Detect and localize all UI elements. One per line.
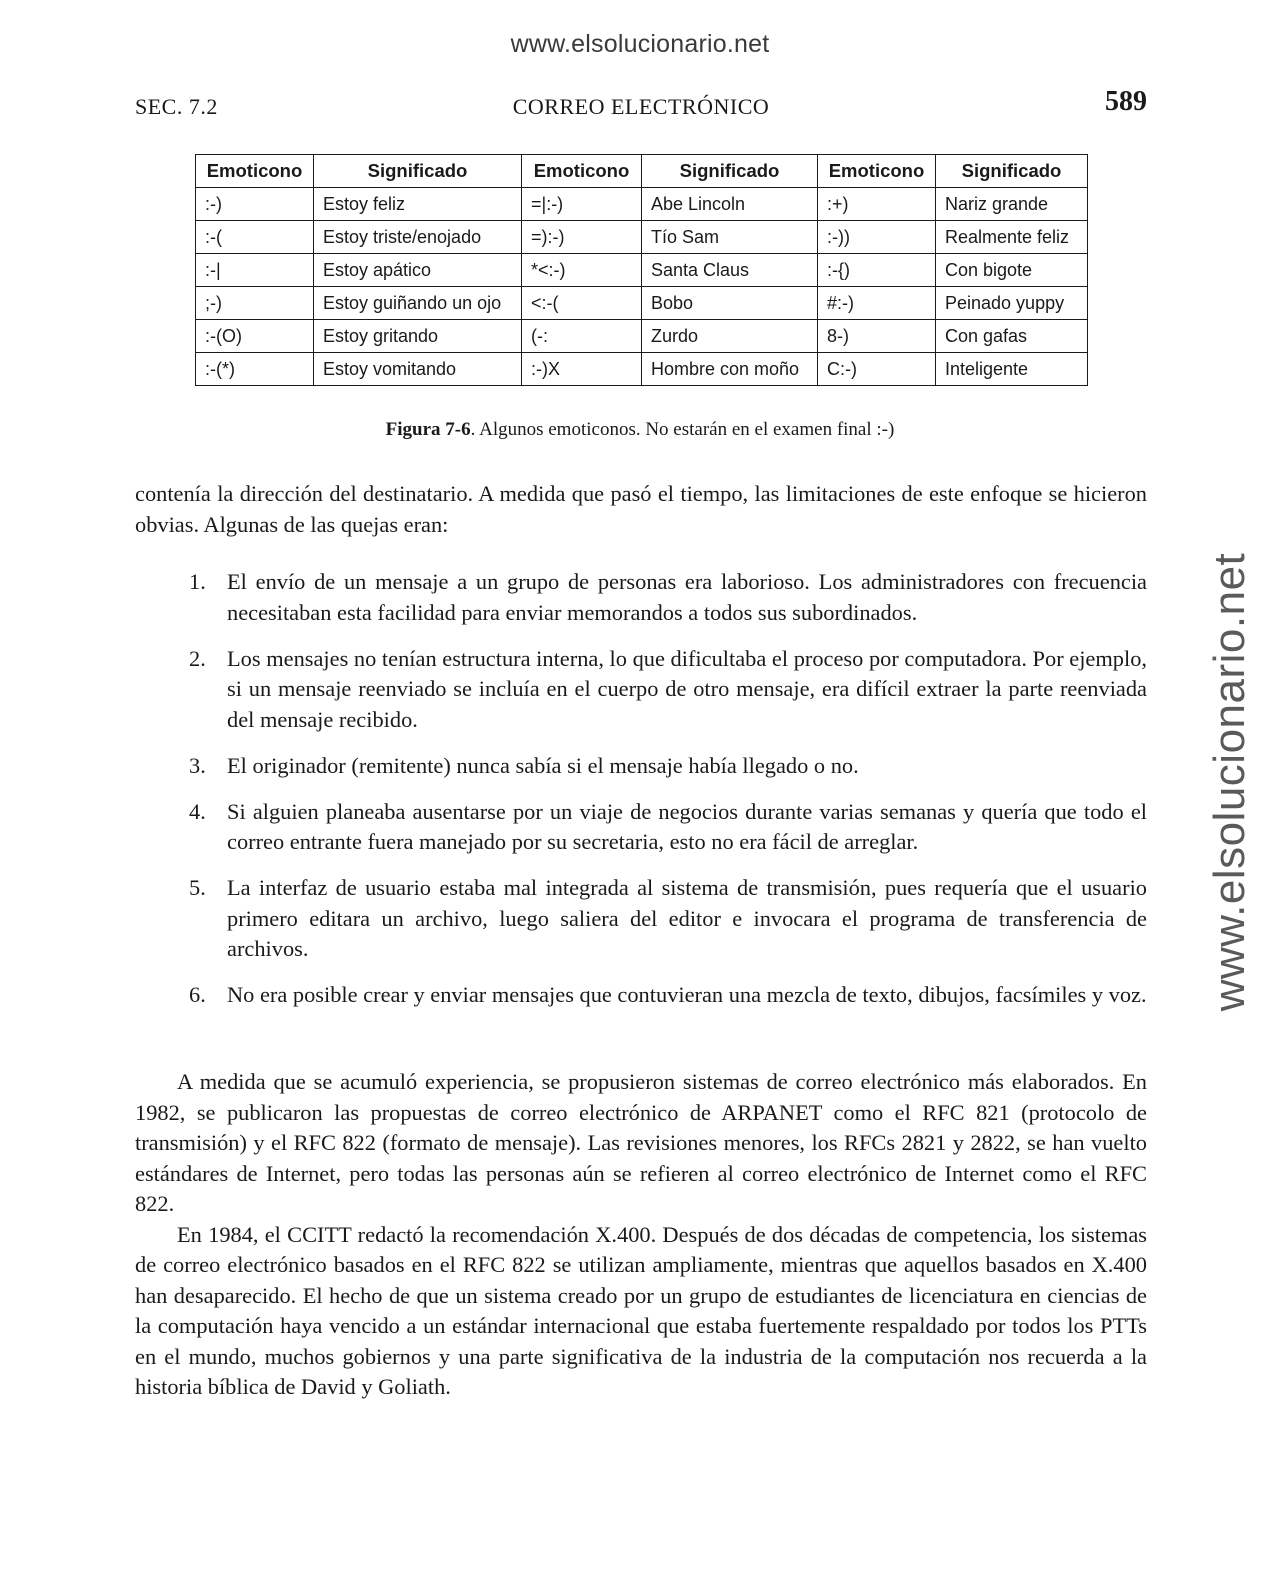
list-number: 4. bbox=[189, 798, 206, 824]
emoticon-table bbox=[195, 154, 1088, 386]
table-cell: C:-) bbox=[818, 353, 936, 386]
table-cell: :-(*) bbox=[196, 353, 314, 386]
table-cell: Realmente feliz bbox=[936, 221, 1088, 254]
complaints-list bbox=[135, 567, 1147, 1026]
paragraph: En 1984, el CCITT redactó la recomendación X.400. Después de dos décadas de competencia, los sistemas de correo electrónico basados en el RFC 822 se utilizan ampliamente, mientras que aquellos basados en X.400 han desaparecido. El hecho de que un sistema creado por un grupo de estudiantes de licenciatura en ciencias de la computación haya vencido a un estándar internacional que estaba fuertemente respaldado por todos los PTTs en el mundo, muchos gobiernos y una parte significativa de la industria de la computación nos recuerda a la historia bíblica de David y Goliath. bbox=[135, 1221, 1147, 1399]
list-item-text: El envío de un mensaje a un grupo de personas era laborioso. Los administradores con frecuencia necesitaban esta facilidad para enviar memorandos a todos sus subordinados. bbox=[227, 569, 1147, 625]
list-item bbox=[135, 980, 1147, 1011]
table-row bbox=[196, 287, 1088, 320]
closing-paragraphs bbox=[135, 1067, 1147, 1403]
list-number: 1. bbox=[189, 569, 206, 594]
table-cell: :-{) bbox=[818, 254, 936, 287]
table-cell: Hombre con moño bbox=[642, 353, 818, 386]
table-cell: Zurdo bbox=[642, 320, 818, 353]
list-item bbox=[135, 567, 1147, 628]
table-cell: Estoy guiñando un ojo bbox=[314, 287, 522, 320]
page-number: 589 bbox=[1105, 86, 1147, 117]
intro-paragraph bbox=[135, 479, 1147, 540]
list-item-text: La interfaz de usuario estaba mal integrada al sistema de transmisión, pues requería que el usuario primero editara un archivo, luego saliera del editor e invocara el programa de transferencia de archivos. bbox=[227, 875, 1147, 961]
list-item bbox=[135, 797, 1147, 858]
figure-caption bbox=[0, 419, 1280, 441]
table-cell: Estoy feliz bbox=[314, 188, 522, 221]
list-item bbox=[135, 751, 1147, 782]
list-item bbox=[135, 644, 1147, 736]
table-cell: Inteligente bbox=[936, 353, 1088, 386]
table-cell: Peinado yuppy bbox=[936, 287, 1088, 320]
list-item-text: Si alguien planeaba ausentarse por un viaje de negocios durante varias semanas y quería que todo el correo entrante fuera manejado por su secretaria, esto no era fácil de arreglar. bbox=[227, 798, 1147, 854]
list-number: 2. bbox=[189, 645, 206, 671]
column-header: Significado bbox=[936, 155, 1088, 188]
table-cell: (-: bbox=[522, 320, 642, 353]
table-cell: Estoy triste/enojado bbox=[314, 221, 522, 254]
figure-caption-text: . Algunos emoticonos. No estarán en el examen final :-) bbox=[470, 419, 895, 440]
table-cell: Con gafas bbox=[936, 320, 1088, 353]
list-item-text: Los mensajes no tenían estructura interna, lo que dificultaba el proceso por computadora. Por ejemplo, si un mensaje reenviado se incluía en el cuerpo de otro mensaje, era difícil extraer la parte reenviada del mensaje recibido. bbox=[227, 645, 1147, 732]
table-cell: #:-) bbox=[818, 287, 936, 320]
paragraph: A medida que se acumuló experiencia, se propusieron sistemas de correo electrónico más elaborados. En 1982, se publicaron las propuestas de correo electrónico de ARPANET como el RFC 821 (protocolo de transmisión) y el RFC 822 (formato de mensaje). Las revisiones menores, los RFCs 2821 y 2822, se han vuelto estándares de Internet, pero todas las personas aún se refieren al correo electrónico de Internet como el RFC 822. bbox=[135, 1069, 1147, 1216]
table-cell: =):-) bbox=[522, 221, 642, 254]
table-cell: Tío Sam bbox=[642, 221, 818, 254]
table-row bbox=[196, 221, 1088, 254]
table-cell: Estoy gritando bbox=[314, 320, 522, 353]
table-row bbox=[196, 254, 1088, 287]
table-cell: *<:-) bbox=[522, 254, 642, 287]
list-number: 3. bbox=[189, 752, 206, 778]
watermark-top: www.elsolucionario.net bbox=[510, 30, 770, 58]
list-item-text: No era posible crear y enviar mensajes que contuvieran una mezcla de texto, dibujos, facsímiles y voz. bbox=[227, 982, 1147, 1007]
paragraph: contenía la dirección del destinatario. A medida que pasó el tiempo, las limitaciones de este enfoque se hicieron obvias. Algunas de las quejas eran: bbox=[135, 481, 1147, 537]
running-head bbox=[135, 86, 1147, 122]
column-header: Emoticono bbox=[196, 155, 314, 188]
table-cell: ;-) bbox=[196, 287, 314, 320]
table-cell: :-) bbox=[196, 188, 314, 221]
table-cell: Nariz grande bbox=[936, 188, 1088, 221]
list-number: 6. bbox=[189, 982, 206, 1007]
table-cell: Estoy apático bbox=[314, 254, 522, 287]
column-header: Significado bbox=[642, 155, 818, 188]
column-header: Emoticono bbox=[522, 155, 642, 188]
table-cell: Estoy vomitando bbox=[314, 353, 522, 386]
table-row bbox=[196, 320, 1088, 353]
watermark-side: www.elsolucionario.net bbox=[1205, 552, 1254, 1012]
table-header-row bbox=[196, 155, 1088, 188]
table-row bbox=[196, 188, 1088, 221]
section-label: SEC. 7.2 bbox=[135, 94, 218, 119]
column-header: Emoticono bbox=[818, 155, 936, 188]
table-cell: <:-( bbox=[522, 287, 642, 320]
table-cell: :-| bbox=[196, 254, 314, 287]
chapter-title: CORREO ELECTRÓNICO bbox=[512, 94, 770, 119]
table-cell: :-)X bbox=[522, 353, 642, 386]
table-cell: :-(O) bbox=[196, 320, 314, 353]
column-header: Significado bbox=[314, 155, 522, 188]
list-item-text: El originador (remitente) nunca sabía si el mensaje había llegado o no. bbox=[227, 752, 859, 778]
table-cell: Bobo bbox=[642, 287, 818, 320]
table-cell: =|:-) bbox=[522, 188, 642, 221]
table-cell: Abe Lincoln bbox=[642, 188, 818, 221]
figure-label: Figura 7-6 bbox=[385, 419, 471, 440]
table-cell: :+) bbox=[818, 188, 936, 221]
list-number: 5. bbox=[189, 875, 206, 900]
table-cell: Con bigote bbox=[936, 254, 1088, 287]
table-cell: :-( bbox=[196, 221, 314, 254]
table-cell: Santa Claus bbox=[642, 254, 818, 287]
table-cell: 8-) bbox=[818, 320, 936, 353]
list-item bbox=[135, 873, 1147, 965]
table-cell: :-)) bbox=[818, 221, 936, 254]
table-row bbox=[196, 353, 1088, 386]
